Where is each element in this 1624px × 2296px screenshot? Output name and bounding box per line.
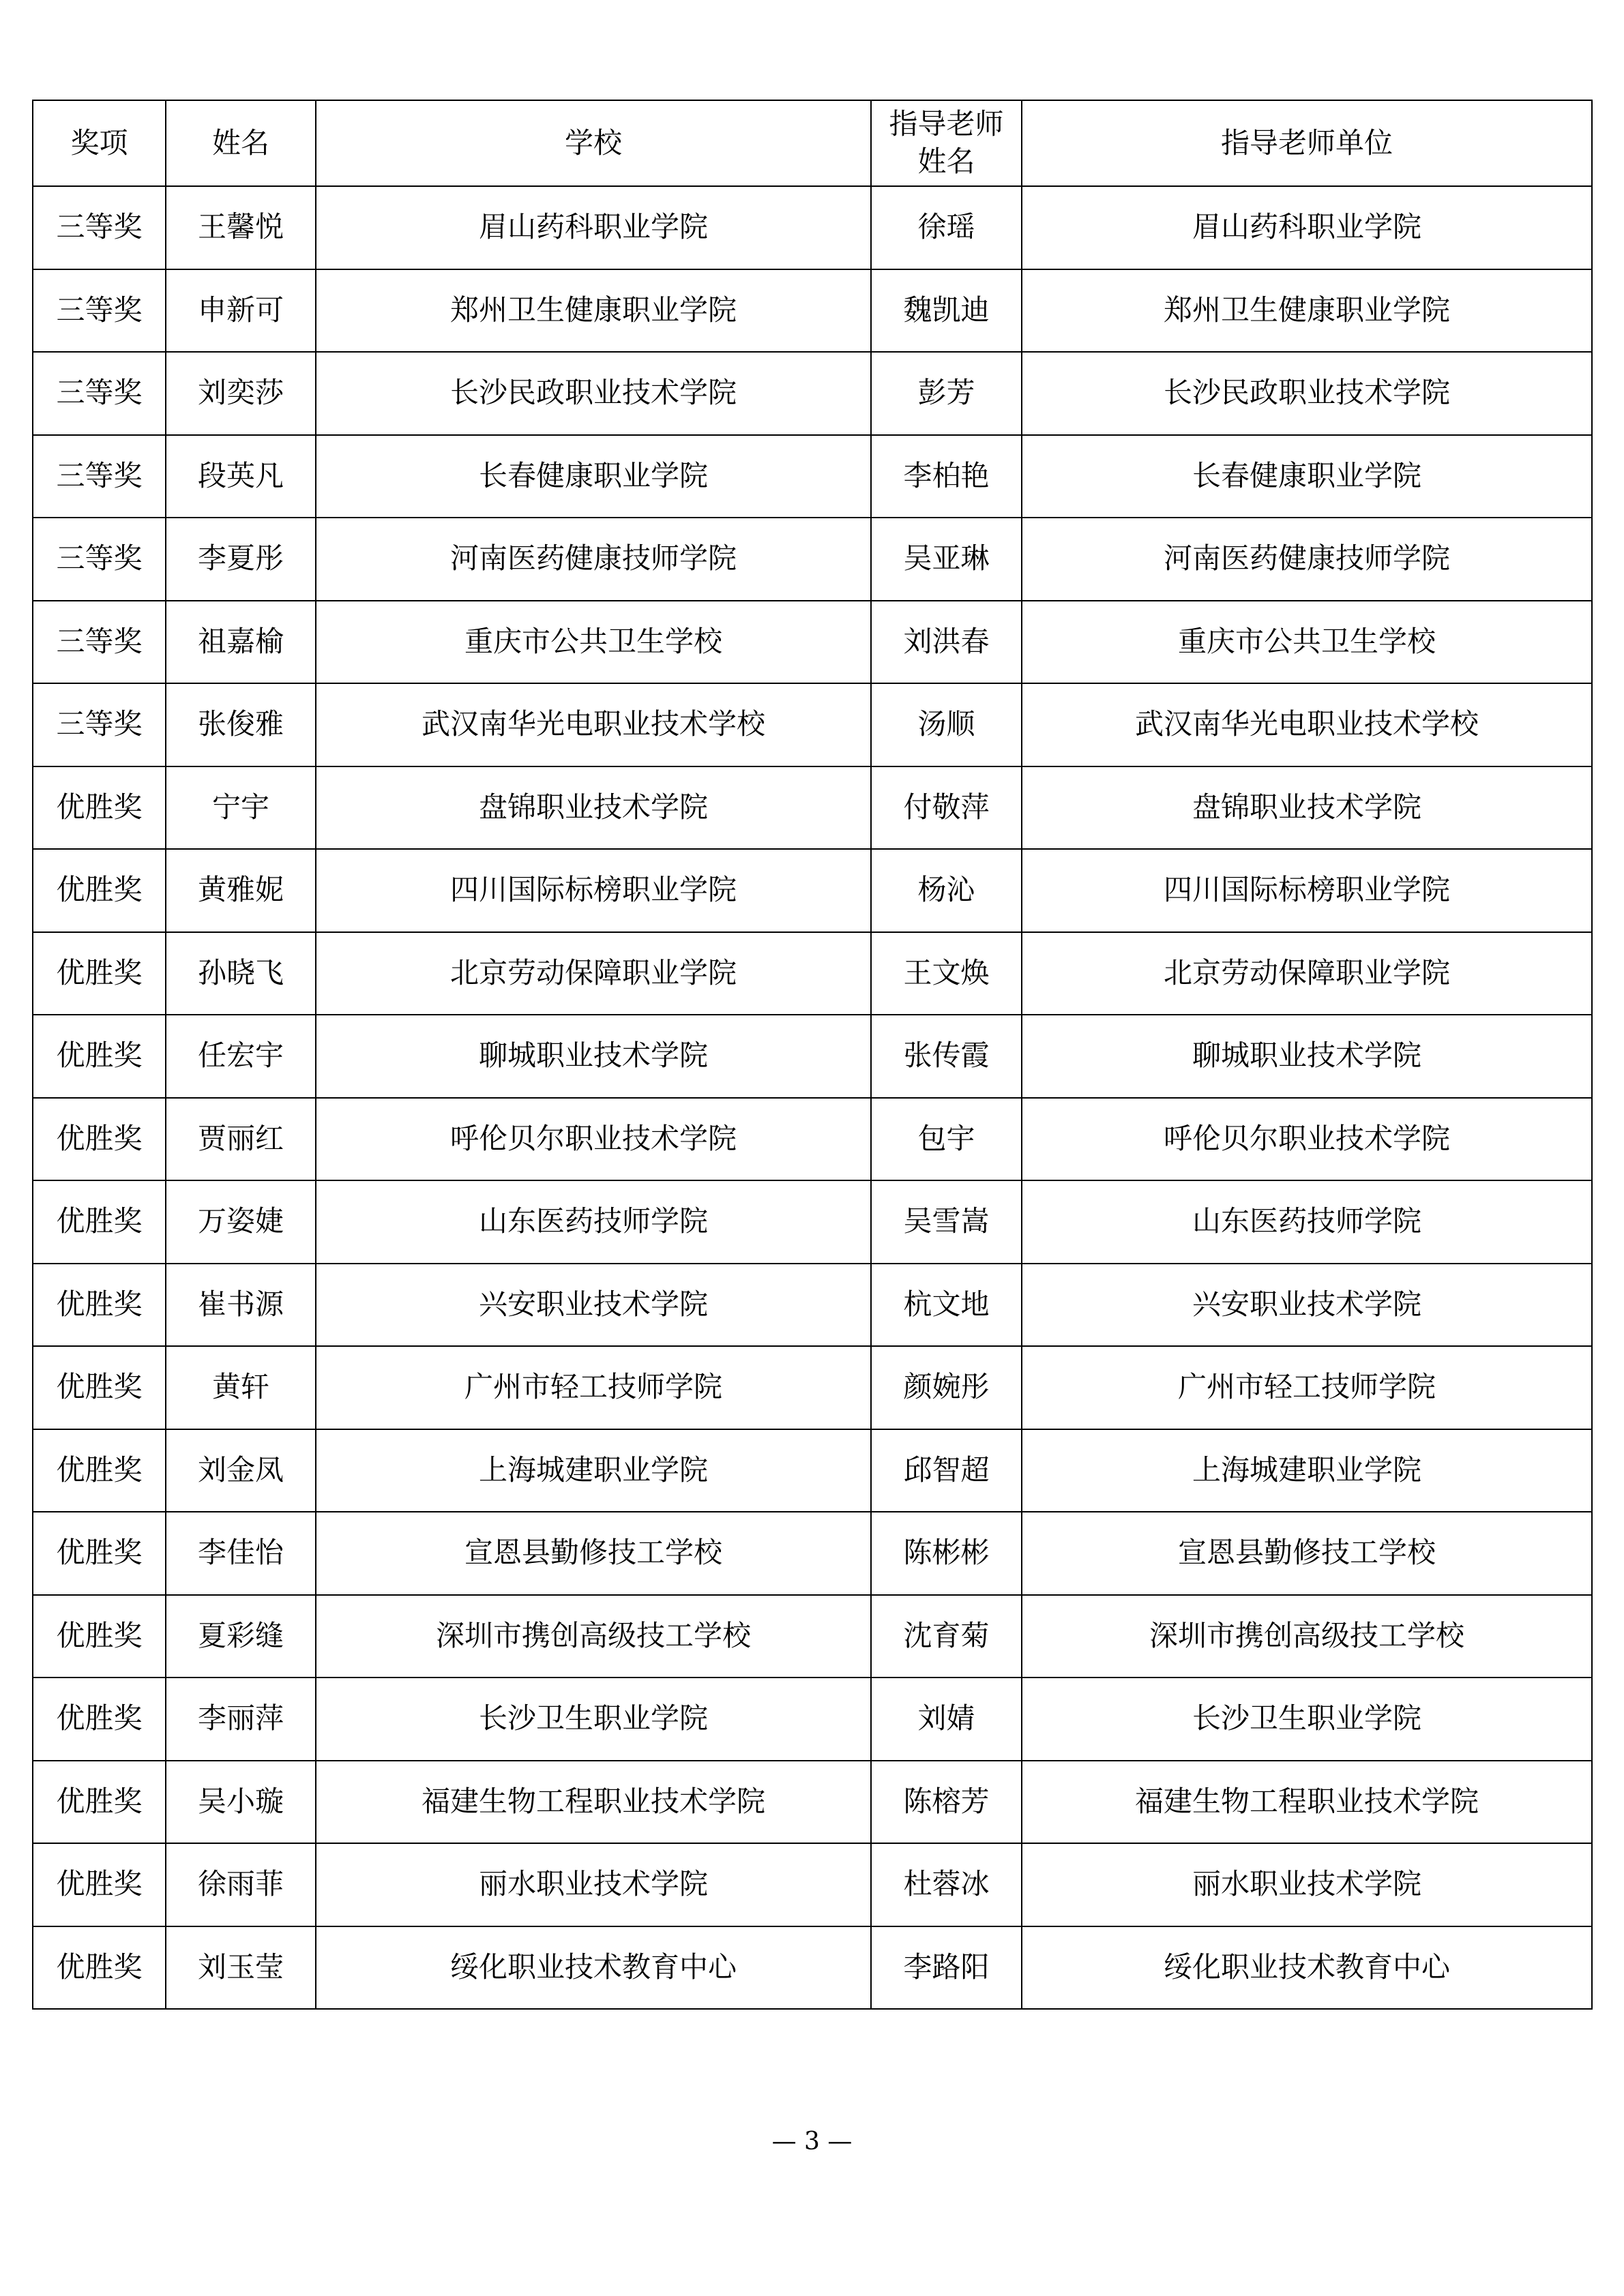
table-row [33, 932, 1592, 1015]
table-row [33, 1015, 1592, 1098]
table-row [33, 352, 1592, 435]
cell-school: 北京劳动保障职业学院 [316, 932, 871, 1015]
table-row [33, 435, 1592, 518]
cell-award: 优胜奖 [33, 1926, 166, 2010]
cell-school: 丽水职业技术学院 [316, 1843, 871, 1926]
cell-award: 优胜奖 [33, 1429, 166, 1512]
cell-teacher: 包宇 [871, 1098, 1022, 1181]
cell-award: 三等奖 [33, 269, 166, 353]
header-school: 学校 [316, 100, 871, 186]
cell-name: 万姿婕 [166, 1180, 316, 1264]
table-row [33, 849, 1592, 932]
cell-award: 优胜奖 [33, 1761, 166, 1844]
cell-award: 三等奖 [33, 435, 166, 518]
cell-name: 刘奕莎 [166, 352, 316, 435]
cell-name: 吴小璇 [166, 1761, 316, 1844]
cell-award: 三等奖 [33, 601, 166, 684]
table-row [33, 1595, 1592, 1678]
cell-teacher: 张传霞 [871, 1015, 1022, 1098]
cell-school: 广州市轻工技师学院 [316, 1346, 871, 1429]
cell-name: 刘金凤 [166, 1429, 316, 1512]
cell-award: 优胜奖 [33, 1843, 166, 1926]
cell-teacher: 魏凯迪 [871, 269, 1022, 353]
cell-school: 重庆市公共卫生学校 [316, 601, 871, 684]
cell-award: 优胜奖 [33, 1015, 166, 1098]
cell-teacher: 陈彬彬 [871, 1512, 1022, 1595]
cell-unit: 郑州卫生健康职业学院 [1022, 269, 1592, 353]
cell-unit: 武汉南华光电职业技术学校 [1022, 683, 1592, 766]
table-row [33, 186, 1592, 269]
cell-name: 夏彩缝 [166, 1595, 316, 1678]
table-row [33, 1346, 1592, 1429]
cell-teacher: 李路阳 [871, 1926, 1022, 2010]
cell-school: 长沙民政职业技术学院 [316, 352, 871, 435]
cell-school: 武汉南华光电职业技术学校 [316, 683, 871, 766]
cell-unit: 呼伦贝尔职业技术学院 [1022, 1098, 1592, 1181]
cell-name: 贾丽红 [166, 1098, 316, 1181]
table-row [33, 1098, 1592, 1181]
cell-teacher: 付敬萍 [871, 766, 1022, 850]
cell-name: 李佳怡 [166, 1512, 316, 1595]
cell-name: 祖嘉榆 [166, 601, 316, 684]
table-row [33, 1678, 1592, 1761]
page-number: — 3 — [771, 2128, 853, 2156]
cell-teacher: 吴亚琳 [871, 518, 1022, 601]
cell-name: 张俊雅 [166, 683, 316, 766]
cell-unit: 河南医药健康技师学院 [1022, 518, 1592, 601]
header-teacher-label: 指导老师姓名 [889, 107, 1004, 178]
cell-name: 申新可 [166, 269, 316, 353]
cell-unit: 长春健康职业学院 [1022, 435, 1592, 518]
cell-unit: 福建生物工程职业技术学院 [1022, 1761, 1592, 1844]
cell-unit: 上海城建职业学院 [1022, 1429, 1592, 1512]
cell-teacher: 沈育菊 [871, 1595, 1022, 1678]
cell-award: 三等奖 [33, 186, 166, 269]
table-row [33, 1926, 1592, 2010]
table-row [33, 683, 1592, 766]
header-name: 姓名 [166, 100, 316, 186]
cell-award: 优胜奖 [33, 1595, 166, 1678]
cell-teacher: 徐瑶 [871, 186, 1022, 269]
cell-school: 河南医药健康技师学院 [316, 518, 871, 601]
cell-award: 三等奖 [33, 683, 166, 766]
cell-unit: 四川国际标榜职业学院 [1022, 849, 1592, 932]
cell-unit: 丽水职业技术学院 [1022, 1843, 1592, 1926]
cell-school: 聊城职业技术学院 [316, 1015, 871, 1098]
cell-teacher: 李柏艳 [871, 435, 1022, 518]
cell-school: 郑州卫生健康职业学院 [316, 269, 871, 353]
cell-unit: 兴安职业技术学院 [1022, 1264, 1592, 1347]
cell-name: 任宏宇 [166, 1015, 316, 1098]
cell-unit: 北京劳动保障职业学院 [1022, 932, 1592, 1015]
cell-name: 徐雨菲 [166, 1843, 316, 1926]
cell-unit: 长沙卫生职业学院 [1022, 1678, 1592, 1761]
cell-school: 眉山药科职业学院 [316, 186, 871, 269]
cell-unit: 广州市轻工技师学院 [1022, 1346, 1592, 1429]
cell-school: 山东医药技师学院 [316, 1180, 871, 1264]
table-row [33, 1180, 1592, 1264]
cell-award: 优胜奖 [33, 849, 166, 932]
cell-unit: 聊城职业技术学院 [1022, 1015, 1592, 1098]
cell-teacher: 邱智超 [871, 1429, 1022, 1512]
cell-award: 优胜奖 [33, 1180, 166, 1264]
cell-school: 福建生物工程职业技术学院 [316, 1761, 871, 1844]
header-award: 奖项 [33, 100, 166, 186]
cell-unit: 重庆市公共卫生学校 [1022, 601, 1592, 684]
cell-award: 优胜奖 [33, 1098, 166, 1181]
table-row [33, 1429, 1592, 1512]
cell-name: 崔书源 [166, 1264, 316, 1347]
cell-unit: 山东医药技师学院 [1022, 1180, 1592, 1264]
table-row [33, 269, 1592, 353]
cell-award: 三等奖 [33, 352, 166, 435]
header-teacher [871, 100, 1022, 186]
cell-unit: 深圳市携创高级技工学校 [1022, 1595, 1592, 1678]
cell-unit: 绥化职业技术教育中心 [1022, 1926, 1592, 2010]
cell-teacher: 刘婧 [871, 1678, 1022, 1761]
cell-unit: 盘锦职业技术学院 [1022, 766, 1592, 850]
cell-name: 刘玉莹 [166, 1926, 316, 2010]
table-row [33, 1264, 1592, 1347]
table-row [33, 766, 1592, 850]
cell-award: 优胜奖 [33, 1264, 166, 1347]
cell-school: 呼伦贝尔职业技术学院 [316, 1098, 871, 1181]
cell-teacher: 杜蓉冰 [871, 1843, 1022, 1926]
table-header-row [33, 100, 1592, 186]
cell-school: 上海城建职业学院 [316, 1429, 871, 1512]
cell-teacher: 杭文地 [871, 1264, 1022, 1347]
cell-school: 长春健康职业学院 [316, 435, 871, 518]
header-teacher-unit: 指导老师单位 [1022, 100, 1592, 186]
cell-teacher: 汤顺 [871, 683, 1022, 766]
cell-school: 兴安职业技术学院 [316, 1264, 871, 1347]
cell-teacher: 颜婉彤 [871, 1346, 1022, 1429]
cell-award: 优胜奖 [33, 932, 166, 1015]
cell-teacher: 杨沁 [871, 849, 1022, 932]
table-row [33, 518, 1592, 601]
table-row [33, 1512, 1592, 1595]
cell-unit: 宣恩县勤修技工学校 [1022, 1512, 1592, 1595]
cell-unit: 眉山药科职业学院 [1022, 186, 1592, 269]
cell-name: 黄轩 [166, 1346, 316, 1429]
cell-award: 优胜奖 [33, 766, 166, 850]
cell-award: 优胜奖 [33, 1346, 166, 1429]
cell-school: 四川国际标榜职业学院 [316, 849, 871, 932]
cell-name: 宁宇 [166, 766, 316, 850]
cell-teacher: 彭芳 [871, 352, 1022, 435]
cell-teacher: 吴雪嵩 [871, 1180, 1022, 1264]
table-row [33, 601, 1592, 684]
cell-name: 王馨悦 [166, 186, 316, 269]
cell-teacher: 王文焕 [871, 932, 1022, 1015]
cell-name: 李丽萍 [166, 1678, 316, 1761]
awards-table [32, 100, 1593, 2010]
cell-award: 优胜奖 [33, 1678, 166, 1761]
cell-name: 黄雅妮 [166, 849, 316, 932]
cell-school: 深圳市携创高级技工学校 [316, 1595, 871, 1678]
cell-teacher: 陈榕芳 [871, 1761, 1022, 1844]
cell-unit: 长沙民政职业技术学院 [1022, 352, 1592, 435]
cell-teacher: 刘洪春 [871, 601, 1022, 684]
cell-award: 优胜奖 [33, 1512, 166, 1595]
cell-name: 孙晓飞 [166, 932, 316, 1015]
cell-award: 三等奖 [33, 518, 166, 601]
table-row [33, 1761, 1592, 1844]
cell-school: 宣恩县勤修技工学校 [316, 1512, 871, 1595]
cell-name: 李夏彤 [166, 518, 316, 601]
cell-school: 长沙卫生职业学院 [316, 1678, 871, 1761]
cell-school: 绥化职业技术教育中心 [316, 1926, 871, 2010]
table-row [33, 1843, 1592, 1926]
cell-school: 盘锦职业技术学院 [316, 766, 871, 850]
cell-name: 段英凡 [166, 435, 316, 518]
